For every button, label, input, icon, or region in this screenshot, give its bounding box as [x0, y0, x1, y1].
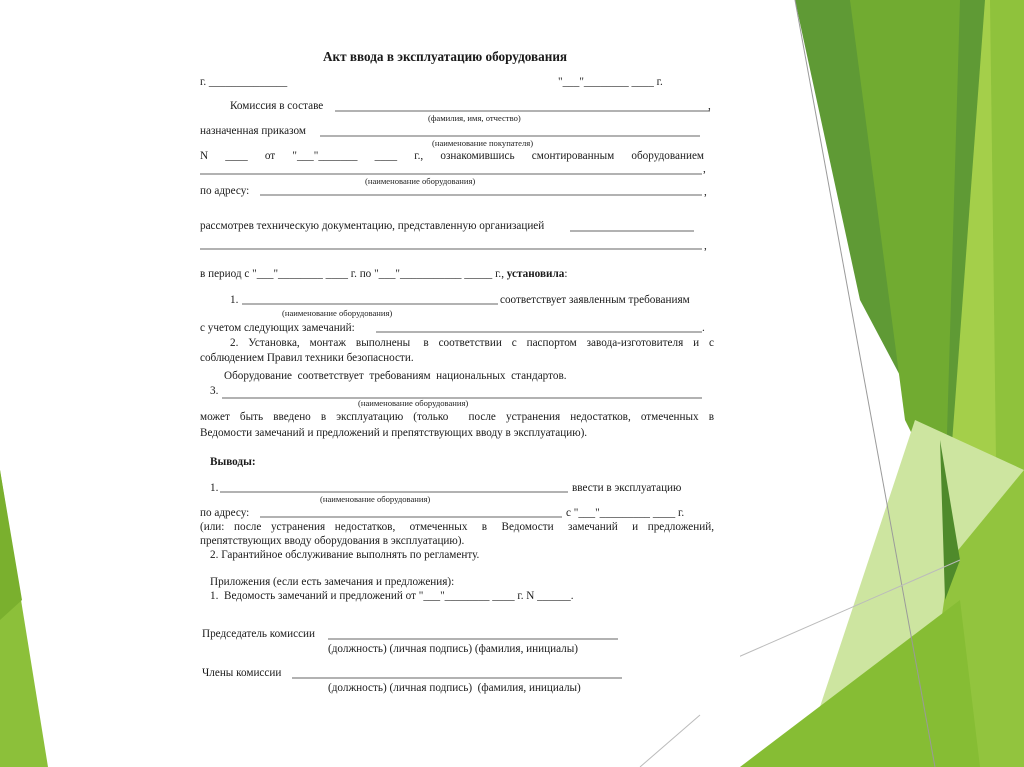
- caption-buyer: (наименование покупателя): [432, 138, 534, 148]
- conclusion-address-label: по адресу:: [200, 507, 250, 519]
- item2-line2: соблюдением Правил техники безопасности.: [200, 352, 414, 364]
- caption-equipment: (наименование оборудования): [365, 176, 476, 186]
- conclusion2: 2. Гарантийное обслуживание выполнять по регламенту.: [210, 549, 480, 561]
- order-number-line: N ____ от "___"_______ ____ г., ознакомившись смонтированным оборудованием: [200, 150, 704, 162]
- appendix-item: 1. Ведомость замечаний и предложений от "___"________ ____ г. N ______.: [210, 590, 574, 602]
- standards-text: Оборудование соответствует требованиям национальных стандартов.: [224, 370, 567, 382]
- conclusion-line3: (или: после устранения недостатков, отмеченных в Ведомости замечаний и предложений,: [200, 521, 714, 533]
- caption-fio: (фамилия, имя, отчество): [428, 113, 521, 123]
- item3-line2: Ведомости замечаний и предложений и препятствующих вводу в эксплуатацию).: [200, 427, 588, 439]
- caption-equipment-2: (наименование оборудования): [282, 308, 393, 318]
- address-label: по адресу:: [200, 185, 250, 197]
- order-label: назначенная приказом: [200, 125, 306, 137]
- appendix-title: Приложения (если есть замечания и предложения):: [210, 576, 455, 588]
- item1-number: 1.: [230, 294, 239, 306]
- commission-label: Комиссия в составе: [230, 100, 324, 112]
- period-line: [200, 268, 567, 281]
- period-colon: :: [564, 268, 568, 280]
- members-label: Члены комиссии: [202, 667, 282, 679]
- item3-number: 3.: [210, 385, 219, 397]
- caption-signature-2: (должность) (личная подпись) (фамилия, инициалы): [328, 682, 581, 694]
- commission-comma: ,: [708, 100, 711, 112]
- docs-comma: ,: [704, 240, 707, 252]
- conclusion-line4: препятствующих вводу оборудования в эксплуатацию).: [200, 535, 465, 547]
- equipment-comma: ,: [703, 163, 706, 175]
- city-field: г. ______________: [200, 76, 288, 88]
- caption-signature-1: (должность) (личная подпись) (фамилия, инициалы): [328, 643, 578, 655]
- thin-diagonal-line-3: [640, 715, 700, 767]
- address-comma: ,: [704, 186, 707, 198]
- remarks-label: с учетом следующих замечаний:: [200, 322, 355, 334]
- item3-line1: может быть введено в эксплуатацию (только после устранения недостатков, отмеченных в: [200, 411, 714, 423]
- caption-equipment-4: (наименование оборудования): [320, 494, 431, 504]
- period-text: в период с "___"________ ____ г. по "___"___________ _____ г.,: [200, 268, 504, 280]
- item1-text: соответствует заявленным требованиям: [500, 294, 690, 306]
- conclusion-date: с "___"_________ ____ г.: [566, 507, 685, 519]
- left-green-wedge-shadow: [0, 470, 22, 620]
- caption-equipment-3: (наименование оборудования): [358, 398, 469, 408]
- conclusion1-text: ввести в эксплуатацию: [572, 482, 682, 494]
- tech-docs-text: рассмотрев техническую документацию, представленную организацией: [200, 220, 545, 232]
- item2-line1: 2. Установка, монтаж выполнены в соответствии с паспортом завода-изготовителя и с: [230, 337, 714, 349]
- period-established: установила: [506, 268, 565, 280]
- remarks-dot: .: [702, 322, 705, 334]
- document-title: Акт ввода в эксплуатацию оборудования: [323, 49, 568, 64]
- chairman-label: Председатель комиссии: [202, 628, 316, 640]
- conclusions-title: Выводы:: [210, 456, 256, 468]
- document-page: [180, 40, 740, 710]
- date-field: "___"________ ____ г.: [558, 76, 663, 88]
- conclusion1-number: 1.: [210, 482, 219, 494]
